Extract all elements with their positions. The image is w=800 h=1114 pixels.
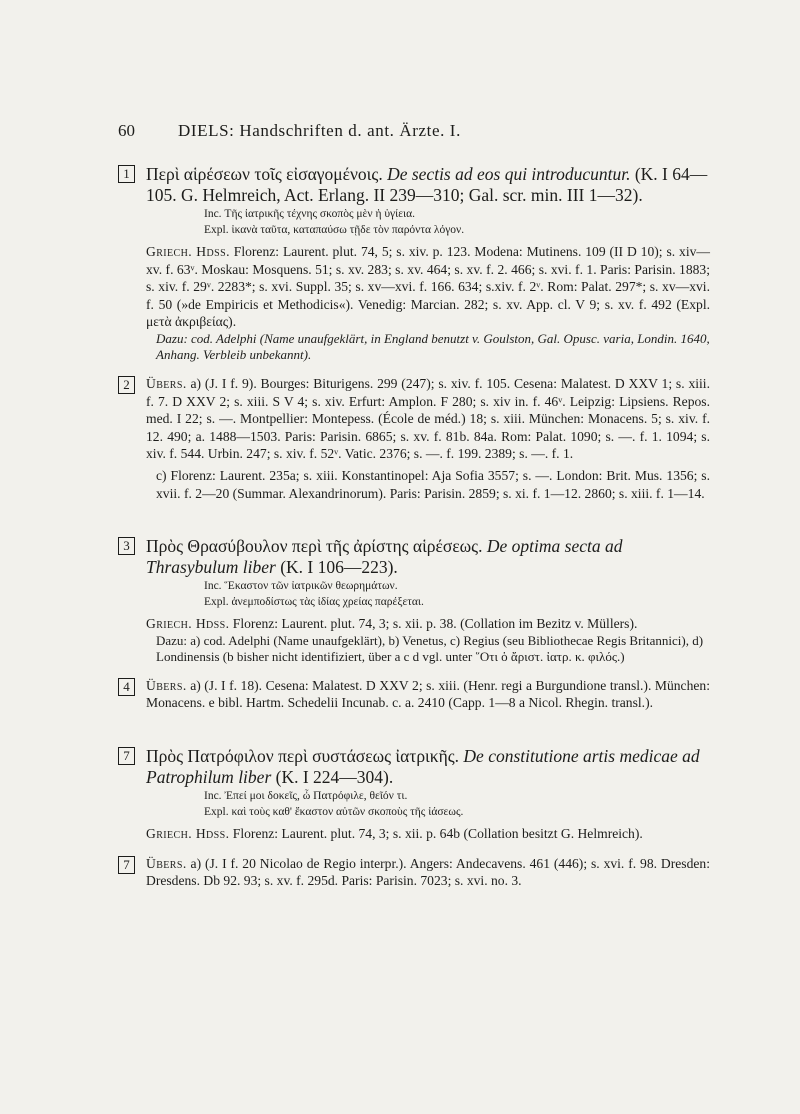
explicit: Expl. ἱκανὰ ταῦτα, καταπαύσω τῇδε τὸν παρόντα λόγον. (204, 224, 465, 236)
hdss-text: Florenz: Laurent. plut. 74, 3; s. xii. p. 64b (Collation besitzt G. Helmreich). (232, 825, 643, 841)
hdss-label: Griech. Hdss. (146, 244, 230, 259)
translations-a (146, 855, 710, 890)
entry-number-box: 1 (118, 165, 135, 183)
entry-number-box: 3 (118, 537, 135, 555)
entry-title (146, 536, 710, 578)
entry-number-box: 2 (118, 376, 135, 394)
hdss-label: Griech. Hdss. (146, 616, 230, 632)
running-title: DIELS: Handschriften d. ant. Ärzte. I. (178, 121, 461, 140)
entry-translations-2 (118, 677, 710, 712)
entry-translations-1 (118, 375, 710, 502)
page-number: 60 (118, 121, 135, 140)
translations-a-text: a) (J. I f. 20 Nicolao de Regio interpr.). Angers: Andecavens. 461 (446); s. xvi. f. 98. Dresden: Dresdens. Db 92. 93; s. xv. f. 295d. Paris: Parisin. 7023; s. xvi. no. 3. (146, 855, 710, 889)
explicit: Expl. καὶ τοὺς καθ' ἕκαστον αὐτῶν σκοποὺς τῆς ἰάσεως. (204, 805, 464, 818)
translations-a (146, 677, 710, 712)
uebers-label: Übers. (146, 375, 187, 391)
entry-de-constitutione (118, 746, 710, 843)
translations-c: c) Florenz: Laurent. 235a; s. xiii. Konstantinopel: Aja Sofia 3557; s. —. London: Brit. Mus. 1356; s. xvii. f. 2—20 (Summar. Alexandrinorum). Paris: Parisin. 2859; s. xi. f. 1—12. 2860; s. xiii. f. 1—14. (156, 467, 710, 501)
greek-manuscripts (146, 243, 710, 331)
entry-de-sectis (118, 164, 710, 363)
entry-number-box: 4 (118, 678, 135, 696)
uebers-label: Übers. (146, 855, 187, 871)
greek-manuscripts (146, 615, 710, 633)
translations-a-text: a) (J. I f. 18). Cesena: Malatest. D XXV 2; s. xiii. (Henr. regi a Burgundione transl.). München: Monacens. e bibl. Hartm. Schedelii Incunab. c. a. 2410 (Capp. 1—8 a Nicol. Rhegin. transl.). (146, 677, 710, 711)
entry-title (146, 164, 710, 206)
entry-number-box: 7 (118, 747, 135, 765)
title-greek: Περὶ αἱρέσεων τοῖς εἰσαγομένοις. (146, 164, 383, 184)
hdss-text: Florenz: Laurent. plut. 74, 3; s. xii. p. 38. (Collation im Bezitz v. Müllers). (232, 616, 638, 632)
uebers-label: Übers. (146, 677, 187, 693)
title-latin: De constitutione artis medicae ad Patrophilum liber (146, 745, 700, 787)
entry-title (146, 746, 710, 788)
dazu-note: Dazu: a) cod. Adelphi (Name unaufgeklärt), b) Venetus, c) Regius (seu Bibliothecae Regis Britannici), d) Londinensis (b bisher nicht identifiziert, über a c d vgl. unter ῞Οτι ὁ ἄριστ. ἰατρ. κ. φιλός.) (156, 632, 704, 664)
incipit: Inc. Ἕκαστον τῶν ἰατρικῶν θεωρημάτων. (204, 580, 398, 593)
title-latin: De sectis ad eos qui introducuntur. (387, 164, 631, 184)
title-greek: Πρὸς Θρασύβουλον περὶ τῆς ἀρίστης αἱρέσεως. (146, 536, 483, 557)
title-refs: (K. I 224—304). (275, 766, 394, 787)
title-latin: De optima secta ad Thrasybulum liber (146, 536, 623, 578)
title-greek: Πρὸς Πατρόφιλον περὶ συστάσεως ἰατρικῆς. (146, 745, 460, 766)
hdss-text: Florenz: Laurent. plut. 74, 5; s. xiv. p. 123. Modena: Mutinens. 109 (II D 10); s. xiv—xv. f. 63ᵛ. Moskau: Mosquens. 51; s. xv. 283; s. xv. 464; s. xv. f. 2. 466; s. xvi. f. 1. Paris: Parisin. 1883; s. xiv. f. 29ᵛ. 2283*; s. xvi. Suppl. 35; s. xv—xvi. f. 166. 634; s.xiv. f. 2ᵛ. Rom: Palat. 297*; s. xv—xvi. f. 50 (»de Empiricis et Methodicis«). Venedig: Marcian. 282; s. xv. App. cl. V 9; s. xv. f. 492 (Expl. μετὰ ἀκριβείας). (146, 244, 710, 330)
entry-de-optima-secta (118, 536, 710, 665)
dazu-note: Dazu: cod. Adelphi (Name unaufgeklärt, in England benutzt v. Goulston, Gal. Opusc. varia, Londin. 1640, Anhang. Verbleib unbekannt). (156, 330, 710, 362)
entry-translations-3 (118, 855, 710, 890)
title-refs: (K. I 106—223). (280, 557, 398, 578)
explicit: Expl. ἀνεμποδίστως τὰς ἰδίας χρείας παρέξεται. (204, 596, 424, 609)
title-refs: (K. I 64—105. G. Helmreich, Act. Erlang. II 239—310; Gal. scr. min. III 1—32). (146, 164, 708, 205)
greek-manuscripts (146, 825, 710, 843)
translations-a-text: a) (J. I f. 9). Bourges: Biturigens. 299 (247); s. xiv. f. 105. Cesena: Malatest. D XXV 1; s. xiii. f. 7. D XXV 2; s. xiii. S V 4; s. xiv. Erfurt: Amplon. F 280; s. xiv in. f. 46ᵛ. Leipzig: Lipsiens. Repos. med. I 22; s. —. Montpellier: Montepess. (École de méd.) 18; s. xiii. München: Monacens. 5; s. xiv. f. 12. 490; a. 1488—1503. Paris: Parisin. 6865; s. xv. f. 81b. 84a. Rom: Palat. 1090; s. —. f. 1. 1094; s. xiv. f. 544. Urbin. 247; s. xiv. f. 52ᵛ. Vatic. 2376; s. —. f. 199. 2389; s. —. f. 1. (146, 375, 710, 462)
translations-a (146, 375, 710, 463)
incipit: Inc. Τῆς ἰατρικῆς τέχνης σκοπὸς μὲν ἡ ὑγίεια. (204, 208, 416, 220)
entry-number-box: 7 (118, 856, 135, 874)
hdss-label: Griech. Hdss. (146, 825, 230, 841)
incipit: Inc. Ἐπεί μοι δοκεῖς, ὦ Πατρόφιλε, θεῖόν τι. (204, 789, 408, 802)
document-page (118, 122, 710, 902)
running-head (118, 122, 710, 144)
